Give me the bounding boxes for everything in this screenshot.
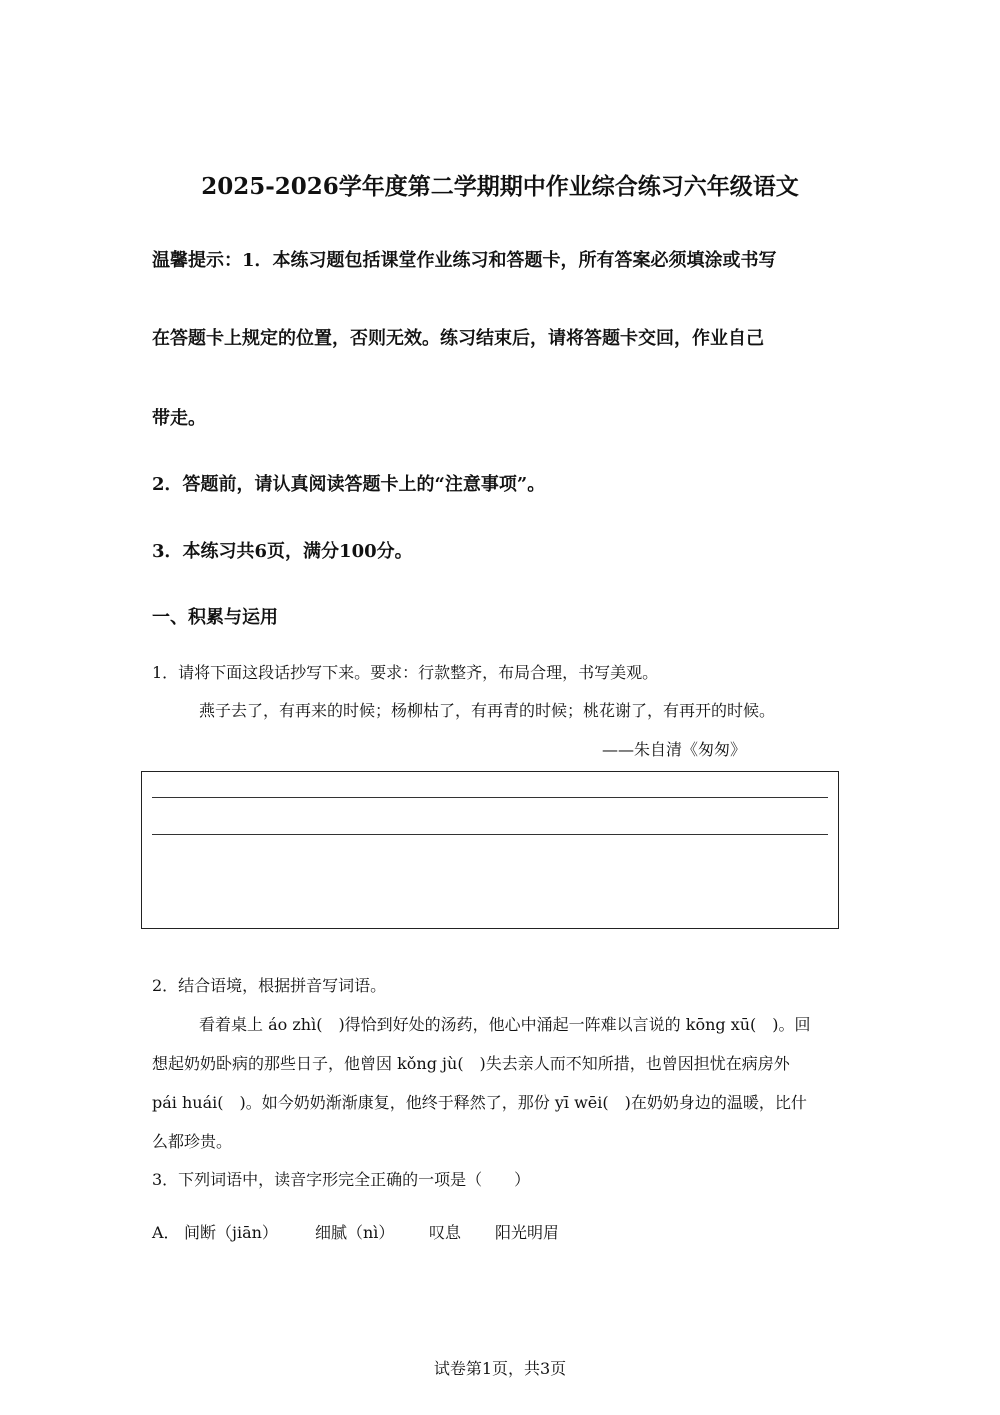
tips-line-2: 在答题卡上规定的位置，否则无效。练习结束后，请将答题卡交回，作业自己 [152, 328, 764, 349]
tips-item-2: 2．答题前，请认真阅读答题卡上的“注意事项”。 [152, 474, 546, 495]
page-title: 2025-2026学年度第二学期期中作业综合练习六年级语文 [201, 173, 799, 200]
tips-item-3: 3．本练习共6页，满分100分。 [152, 541, 413, 562]
q1-prompt: 1．请将下面这段话抄写下来。要求：行款整齐，布局合理，书写美观。 [152, 663, 659, 682]
q2-line-1: 看着桌上 áo zhì( )得恰到好处的汤药，他心中涌起一阵难以言说的 kōng xū( )。回 [199, 1015, 811, 1034]
q2-line-4: 么都珍贵。 [152, 1132, 233, 1151]
tips-line-3: 带走。 [152, 408, 206, 429]
q3-option-a-word-4: 阳光明眉 [495, 1223, 560, 1242]
tips-line-1: 温馨提示：1．本练习题包括课堂作业练习和答题卡，所有答案必须填涂或书写 [152, 250, 777, 271]
q3-option-a-word-2: 细腻（nì） [315, 1223, 395, 1242]
q3-option-a-label[interactable]: A． [152, 1223, 180, 1242]
q3-option-a-word-3: 叹息 [429, 1223, 462, 1242]
answer-line-1 [152, 797, 828, 798]
page-footer: 试卷第1页，共3页 [433, 1359, 567, 1378]
q1-source: ——朱自清《匆匆》 [602, 740, 747, 759]
answer-line-2 [152, 834, 828, 835]
q3-prompt: 3．下列词语中，读音字形完全正确的一项是（ ） [152, 1170, 531, 1189]
q1-passage: 燕子去了，有再来的时候；杨柳枯了，有再青的时候；桃花谢了，有再开的时候。 [199, 701, 776, 720]
q2-line-2: 想起奶奶卧病的那些日子，他曾因 kǒng jù( )失去亲人而不知所措，也曾因担忧在病房外 [152, 1054, 790, 1073]
q3-option-a-word-1: 间断（jiān） [184, 1223, 278, 1242]
q2-prompt: 2．结合语境，根据拼音写词语。 [152, 976, 387, 995]
q2-line-3: pái huái( )。如今奶奶渐渐康复，他终于释然了，那份 yī wēi( )在奶奶身边的温暖，比什 [152, 1093, 807, 1112]
answer-box[interactable] [141, 771, 839, 929]
section-heading: 一、积累与运用 [152, 607, 278, 628]
